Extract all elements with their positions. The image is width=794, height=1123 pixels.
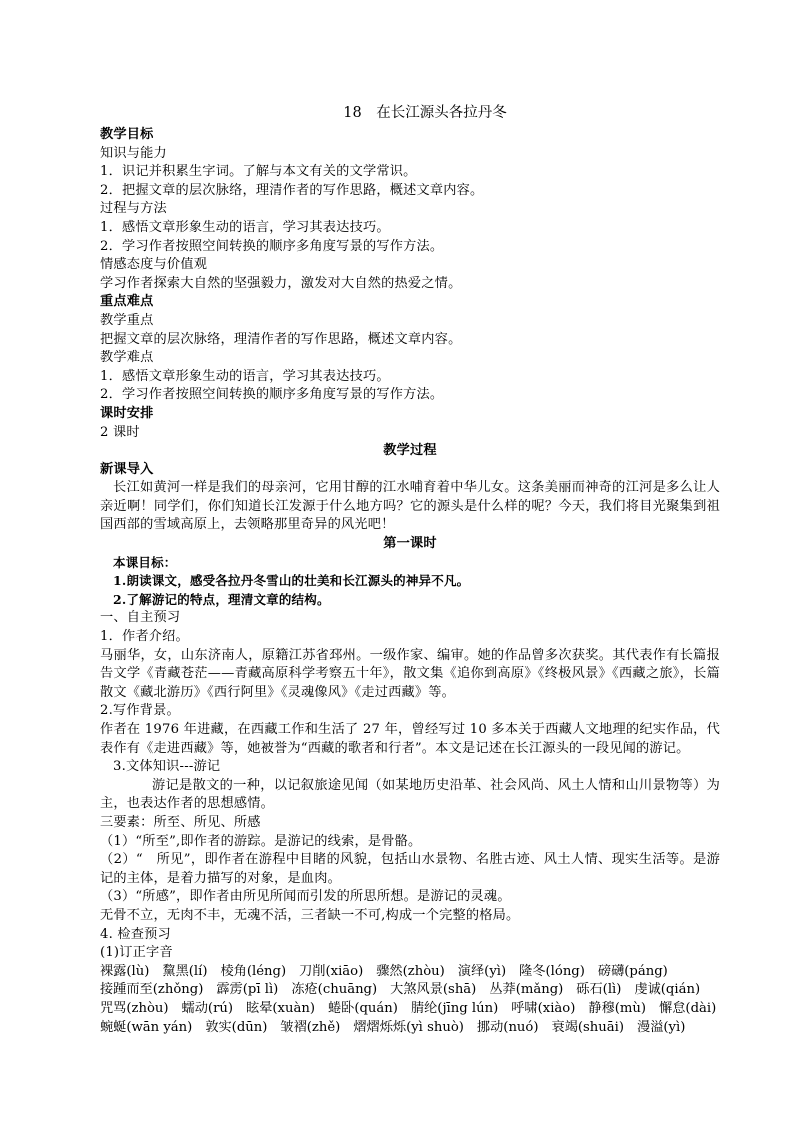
vocab-item: 挪动(nuó) — [476, 1019, 539, 1035]
vocab-item: 霹雳(pī lì) — [216, 982, 279, 998]
vocab-item: 漫溢(yì) — [637, 1019, 686, 1035]
vocab-row — [100, 1000, 720, 1019]
section-heading: 重点难点 — [100, 294, 154, 310]
vocab-item: 蜿蜒(wān yán) — [100, 1019, 193, 1035]
sub-heading: 情感态度与价值观 — [100, 257, 208, 273]
paragraph: 1．感悟文章形象生动的语言，学习其表达技巧。 — [100, 368, 390, 384]
sub-heading: 3.文体知识---游记 — [113, 759, 221, 775]
vocab-item: 砾石(lì) — [576, 982, 622, 998]
lesson-heading: 第一课时 — [383, 536, 437, 552]
vocab-item: 裸露(lù) — [100, 963, 150, 979]
vocab-item: 皱褶(zhě) — [280, 1019, 341, 1035]
paragraph: 1.朗读课文，感受各拉丹冬雪山的壮美和长江源头的神异不凡。 — [113, 573, 470, 589]
vocab-item: 刀削(xiāo) — [299, 963, 364, 979]
paragraph: 游记是散文的一种，以记叙旅途见闻（如某地历史沿革、社会风尚、风土人情和山川景物等）为主，也表达作者的思想感情。 — [100, 777, 720, 812]
vocab-item: 蜷卧(quán) — [327, 1000, 398, 1016]
vocab-item: 黧黑(lí) — [162, 963, 208, 979]
vocab-item: 大煞风景(shā) — [390, 982, 477, 998]
paragraph: 无骨不立，无肉不丰，无魂不活，三者缺一不可,构成一个完整的格局。 — [100, 907, 520, 923]
paragraph: 2.了解游记的特点，理清文章的结构。 — [113, 591, 330, 607]
vocab-item: 冻疮(chuāng) — [291, 982, 378, 998]
paragraph: 2．学习作者按照空间转换的顺序多角度写景的写作方法。 — [100, 387, 444, 403]
section-heading: 教学目标 — [100, 127, 154, 142]
paragraph: （2）“ 所见”，即作者在游程中目睹的风貌，包括山水景物、名胜古迹、风土人情、现实生活等。是游记的主体，是着力描写的对象，是血肉。 — [100, 852, 720, 886]
sub-heading: 本课目标： — [113, 554, 177, 570]
paragraph: 2 课时 — [100, 424, 140, 440]
paragraph: 2．学习作者按照空间转换的顺序多角度写景的写作方法。 — [100, 238, 444, 254]
paragraph: 把握文章的层次脉络，理清作者的写作思路，概述文章内容。 — [100, 331, 462, 347]
paragraph: 马丽华，女，山东济南人，原籍江苏省邳州。一级作家、编审。她的作品曾多次获奖。其代表作有长篇报告文学《青藏苍茫——青藏高原科学考察五十年》，散文集《追你到高原》《终极风景》《西藏之旅》，长篇散文《藏北游历》《西行阿里》《灵魂像风》《走过西藏》等。 — [100, 647, 720, 700]
vocab-item: 衰竭(shuāi) — [551, 1019, 625, 1035]
paragraph: 1．识记并积累生字词。了解与本文有关的文学常识。 — [100, 164, 417, 180]
sub-heading: 一、自主预习 — [100, 610, 181, 626]
vocab-row — [100, 963, 720, 982]
section-heading-center: 教学过程 — [383, 443, 437, 459]
paragraph: 作者在 1976 年进藏，在西藏工作和生活了 27 年，曾经写过 10 多本关于西藏人文地理的纪实作品，代表作有《走进西藏》等，她被誉为“西藏的歌者和行者”。本文是记述在长江源头的一段见闻的游记。 — [100, 722, 720, 756]
sub-heading: (1)订正字音 — [100, 945, 173, 961]
vocab-item: 虔诚(qián) — [634, 982, 701, 998]
vocab-item: 蠕动(rú) — [181, 1000, 234, 1016]
vocab-item: 丛莽(mǎng) — [489, 982, 564, 998]
vocab-item: 棱角(léng) — [220, 963, 287, 979]
vocab-item: 隆冬(lóng) — [519, 963, 585, 979]
vocab-row — [100, 981, 720, 1000]
vocab-item: 敦实(dūn) — [205, 1019, 268, 1035]
sub-heading: 教学难点 — [100, 350, 154, 366]
paragraph: （1）“所至”,即作者的游踪。是游记的线索，是骨骼。 — [100, 833, 422, 849]
vocab-item: 眩晕(xuàn) — [246, 1000, 315, 1016]
sub-heading: 教学重点 — [100, 312, 154, 328]
vocab-row — [100, 1019, 720, 1038]
vocab-item: 磅礴(páng) — [597, 963, 668, 979]
sub-heading: 新课导入 — [100, 461, 154, 477]
sub-heading: 2.写作背景。 — [100, 703, 180, 719]
section-heading: 课时安排 — [100, 405, 154, 421]
paragraph: （3）“所感”，即作者由所见所闻而引发的所思所想。是游记的灵魂。 — [100, 889, 511, 905]
vocab-item: 接踵而至(zhǒng) — [100, 982, 204, 998]
vocab-item: 静穆(mù) — [588, 1000, 647, 1016]
vocab-item: 咒骂(zhòu) — [100, 1000, 169, 1016]
document-title: 18 在长江源头各拉丹冬 — [343, 105, 507, 121]
document-page — [100, 100, 720, 1037]
sub-heading: 过程与方法 — [100, 201, 167, 217]
paragraph: 三要素：所至、所见、所感 — [100, 814, 261, 830]
vocab-item: 腈纶(jīng lún) — [410, 1000, 499, 1016]
paragraph: 1．感悟文章形象生动的语言，学习其表达技巧。 — [100, 219, 390, 235]
vocab-item: 演绎(yì) — [457, 963, 507, 979]
paragraph: 2．把握文章的层次脉络，理清作者的写作思路，概述文章内容。 — [100, 182, 484, 198]
paragraph: 学习作者探索大自然的坚强毅力，激发对大自然的热爱之情。 — [100, 275, 462, 291]
vocab-item: 呼啸(xiào) — [511, 1000, 576, 1016]
vocab-item: 骤然(zhòu) — [376, 963, 445, 979]
vocab-item: 熠熠烁烁(yì shuò) — [353, 1019, 464, 1035]
paragraph: 长江如黄河一样是我们的母亲河，它用甘醇的江水哺育着中华儿女。这条美丽而神奇的江河是多么让人亲近啊！同学们，你们知道长江发源于什么地方吗？它的源头是什么样的呢？今天，我们将目光聚集到祖国西部的雪域高原上，去领略那里奇异的风光吧！ — [100, 480, 720, 533]
vocab-item: 懈怠(dài) — [659, 1000, 717, 1016]
sub-heading: 1．作者介绍。 — [100, 629, 189, 645]
sub-heading: 4. 检查预习 — [100, 926, 171, 942]
sub-heading: 知识与能力 — [100, 145, 167, 161]
